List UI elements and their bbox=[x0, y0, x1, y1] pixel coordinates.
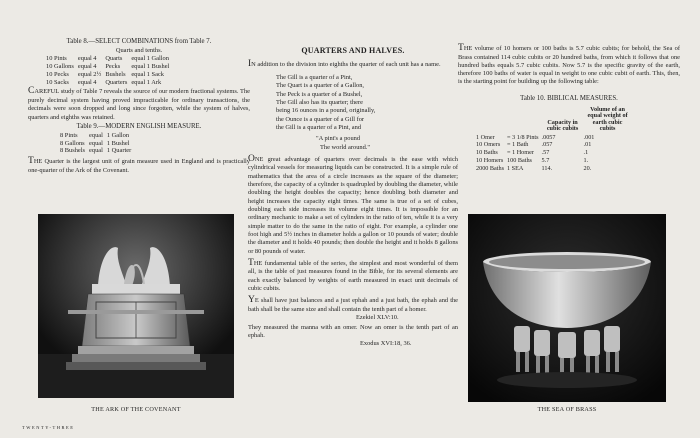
drop-cap: O bbox=[248, 153, 255, 164]
table-cell: 10 Homers bbox=[476, 156, 504, 164]
left-column bbox=[28, 0, 250, 175]
page-footer: TWENTY-THREE bbox=[22, 425, 75, 430]
table-cell: Quarters bbox=[105, 78, 128, 86]
sea-of-brass-image bbox=[468, 214, 666, 402]
poem bbox=[248, 74, 458, 132]
ark-caption: THE ARK OF THE COVENANT bbox=[91, 406, 181, 413]
table-cell: 1 Omer bbox=[476, 133, 495, 141]
table-cell: 1 Gallon bbox=[106, 131, 130, 139]
volume-header: Volume of an equal weight of earth cubic cubits bbox=[587, 105, 628, 133]
table-cell: 10 Baths bbox=[476, 149, 498, 157]
poem-line: The Gill also has its quarter; there bbox=[276, 98, 363, 106]
table9-title: Table 9.—MODERN ENGLISH MEASURE. bbox=[76, 122, 202, 130]
quarter-paragraph: THE Quarter is the largest unit of grain measure used in England and is practically one-quarter of the Ark of the Covenant. bbox=[28, 156, 250, 174]
table-cell: 8 Pints bbox=[60, 131, 78, 139]
poem-line: the Gill is a quarter of a Pint, and bbox=[276, 123, 362, 131]
table10-title: Table 10. BIBLICAL MEASURES. bbox=[520, 94, 618, 102]
capacity-header: Capacity in cubic cubits bbox=[546, 118, 579, 133]
drop-cap: T bbox=[28, 156, 34, 167]
intro-paragraph: IN addition to the division into eighths the quarter of each unit has a name. bbox=[248, 59, 441, 70]
table10-row bbox=[476, 157, 632, 165]
table-cell: 100 Baths bbox=[507, 156, 532, 164]
table-cell: 2000 Baths bbox=[476, 164, 505, 172]
poem-line: The Quart is a quarter of a Gallon, bbox=[276, 82, 365, 90]
table8-row bbox=[46, 71, 173, 79]
quote-line: "A pint's a pound bbox=[316, 135, 361, 143]
table9 bbox=[60, 132, 135, 155]
table-cell: 10 Omers bbox=[476, 141, 501, 149]
table-cell: 20. bbox=[583, 164, 592, 172]
table10-row bbox=[476, 149, 632, 157]
table-cell: .1 bbox=[583, 149, 589, 157]
table8-row bbox=[46, 63, 173, 71]
poem-line: The Gill is a quarter of a Pint, bbox=[276, 73, 353, 81]
manna-paragraph: They measured the manna with an omer. Now an omer is the tenth part of an ephah. bbox=[248, 323, 458, 339]
table-cell: = 1 Homer bbox=[507, 149, 534, 157]
table-cell: .01 bbox=[583, 141, 592, 149]
table10-row bbox=[476, 141, 632, 149]
table9-row bbox=[60, 140, 135, 148]
advantage-paragraph: ONE great advantage of quarters over decimals is the ease with which cylindrical vessels for measuring liquids can be constructed. It is a simple rule of mathematics that the area of a circle increases as the square of the diameter; therefore, the capacity of a cylinder is quadrupled by doubling the diameter, while doubling the height doubles the capacity; hence doubling both diameter and height increases the capacity eight times. The same is true of a set of cubes, doubling each side increases its volume eight times. It is impossible for an ordinary mechanic to make a set of cylinders in the ratio of ten, while it is a very simple matter to do the same in the ratio of eight. For example, a cylinder one foot high and 5½ inches in diameter holds a gallon or 10 pounds of water; double the diameter and it holds 40 pounds; then double the height and it holds 8 gallons or 80 pounds of water. bbox=[248, 153, 458, 255]
middle-column bbox=[248, 0, 458, 349]
table8-title: Table 8.—SELECT COMBINATIONS from Table 7. bbox=[66, 38, 212, 45]
drop-cap: Y bbox=[248, 295, 255, 306]
table10-row bbox=[476, 165, 632, 173]
poem-line: The Peck is a quarter of a Bushel, bbox=[276, 90, 363, 98]
reference-exodus: Exodus XVI:18, 36. bbox=[360, 340, 412, 348]
table-cell: = 3 1/8 Pints bbox=[507, 133, 539, 141]
table-cell: 5.7 bbox=[541, 156, 550, 164]
volume-paragraph: THE volume of 10 homers or 100 baths is 5.7 cubic cubits; for behold, the Sea of Brass contained 114 cubic cubits or 20 hundred baths, from which it follows that one hundred baths equals 5.7 cubic cubits. Now 5.7 is the specific gravity of the earth, therefore 100 baths of water is equal in weight to one cubic cubit of earth. This, then, is the starting point for building up the following table: bbox=[458, 43, 680, 86]
reference-ezekiel: Ezekiel XLV:10. bbox=[356, 314, 399, 322]
table-cell: .0057 bbox=[541, 133, 556, 141]
table-cell: 8 Gallons bbox=[60, 139, 85, 147]
table-cell: Pecks bbox=[105, 62, 121, 70]
table-cell: equal 4 bbox=[77, 55, 97, 63]
table8 bbox=[46, 55, 173, 86]
table9-row bbox=[60, 132, 135, 140]
sea-caption: THE SEA OF BRASS bbox=[537, 406, 597, 413]
table-cell: equal bbox=[89, 131, 103, 139]
table-cell: 8 Bushels bbox=[60, 147, 86, 155]
table-cell: 10 Pecks bbox=[46, 70, 69, 78]
table10 bbox=[476, 106, 632, 173]
drop-cap: T bbox=[248, 257, 254, 268]
table-cell: 114. bbox=[541, 164, 553, 172]
drop-cap: C bbox=[28, 86, 35, 97]
table-cell: equal 1 Sack bbox=[131, 70, 164, 78]
drop-cap: I bbox=[248, 59, 252, 70]
table-cell: 1 Bushel bbox=[106, 139, 130, 147]
poem-line: the Ounce is a quarter of a Gill for bbox=[276, 115, 365, 123]
table-cell: .001 bbox=[583, 133, 595, 141]
table-cell: Bushels bbox=[105, 70, 126, 78]
table-cell: = 1 Bath bbox=[507, 141, 529, 149]
table-cell: equal 1 Gallon bbox=[131, 55, 169, 63]
fundamental-paragraph: THE fundamental table of the series, the simplest and most wonderful of them all, is the table of just measures found in the Bible, for its several elements are each exactly balanced by weights of earth measured in exact unit decimals of cubic cubits. bbox=[248, 257, 458, 293]
table10-row bbox=[476, 134, 632, 142]
table-cell: .57 bbox=[541, 149, 550, 157]
table-cell: .057 bbox=[541, 141, 553, 149]
right-column bbox=[458, 0, 680, 172]
ark-of-covenant-image bbox=[38, 214, 234, 398]
table-cell: equal 1 Bushel bbox=[131, 62, 170, 70]
table-cell: 10 Pints bbox=[46, 55, 67, 63]
quote bbox=[248, 135, 458, 152]
table8-row bbox=[46, 79, 173, 87]
table-cell: equal bbox=[89, 147, 103, 155]
table-cell: equal 4 bbox=[77, 78, 97, 86]
quarters-title: QUARTERS AND HALVES. bbox=[301, 46, 405, 55]
table-cell: equal bbox=[89, 139, 103, 147]
table-cell: Quarts bbox=[105, 55, 123, 63]
table-cell: equal 1 Ark bbox=[131, 78, 162, 86]
table9-row bbox=[60, 147, 135, 155]
drop-cap: T bbox=[458, 43, 464, 53]
poem-line: being 16 ounces in a pound, originally, bbox=[276, 107, 376, 115]
table-cell: 1 Quarter bbox=[106, 147, 132, 155]
ye-shall-paragraph: YE shall have just balances and a just ephah and a just bath, the ephah and the bath shall be the same size and shall contain the tenth part of a homer. bbox=[248, 295, 458, 313]
table-cell: equal 2½ bbox=[77, 70, 102, 78]
table8-subtitle: Quarts and tenths. bbox=[115, 46, 163, 54]
careful-paragraph: CAREFUL study of Table 7 reveals the source of our modern fractional systems. The purely decimal system having proved impracticable for ordinary transactions, the decimals were soon dropped and long since forgotten, while the system of halves, quarters and eighths was retained. bbox=[28, 86, 250, 121]
table-cell: equal 4 bbox=[77, 62, 97, 70]
table-cell: 10 Sacks bbox=[46, 78, 69, 86]
table-cell: 1. bbox=[583, 156, 589, 164]
quote-line: The world around." bbox=[320, 143, 370, 151]
table8-row bbox=[46, 55, 173, 63]
table-cell: 10 Gallons bbox=[46, 62, 74, 70]
table-cell: 1 SEA bbox=[507, 164, 524, 172]
